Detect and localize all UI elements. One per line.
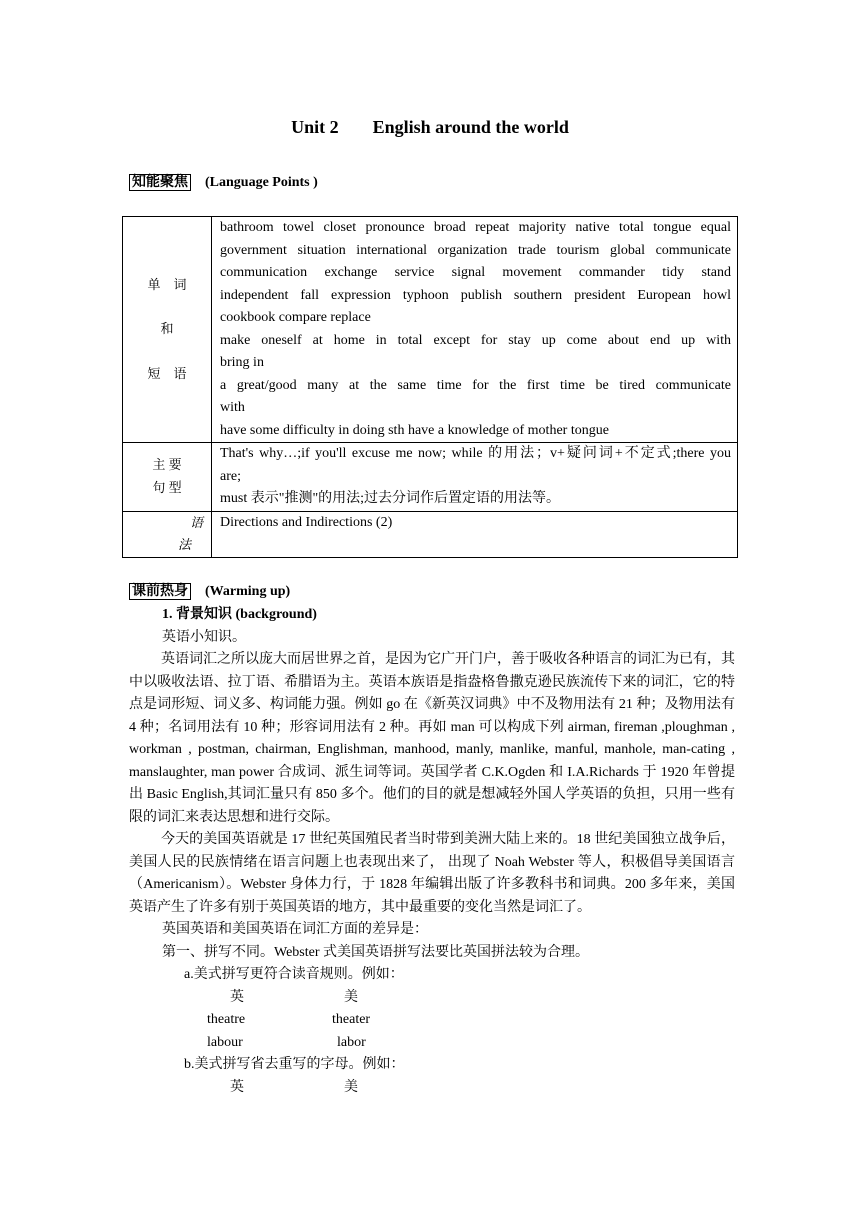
spelling-item-a: a.美式拼写更符合读音规则。例如： (184, 967, 404, 982)
row-label-sentence-patterns (123, 443, 212, 512)
section-label: (Warming up) (205, 584, 291, 599)
row-label-line: 法 (177, 537, 191, 552)
pattern-line: That's why…;if you'll excuse me now; while 的用法；v+疑问词+不定式;there you (220, 446, 731, 461)
word-uk: labour (207, 1035, 243, 1050)
vocab-line: communication exchange service signal movement commander tidy stand (220, 265, 731, 280)
section-header-warming-up (129, 582, 290, 601)
language-points-table (122, 216, 738, 558)
word-us: theater (332, 1012, 371, 1027)
word-uk: theatre (207, 1012, 246, 1027)
row-label-line: 语 (189, 514, 203, 530)
table-row-grammar (123, 511, 738, 557)
section-header-language-points (129, 173, 318, 192)
row-label-grammar (123, 511, 212, 557)
row-label-line: 单 词 (147, 276, 187, 292)
phrase-line: make oneself at home in total except for stay up come about end up with (220, 332, 731, 348)
table-row-sentence-patterns (123, 443, 738, 512)
section-label: (Language Points ) (205, 175, 318, 190)
spelling-item-b: b.美式拼写省去重写的字母。例如： (184, 1057, 405, 1072)
phrase-line: with (220, 400, 245, 415)
row-label-line: 短 语 (147, 365, 187, 381)
background-paragraph-2: 今天的美国英语就是 17 世纪英国殖民者当时带到美洲大陆上来的。18 世纪美国独立战争后，美国人民的民族情绪在语言问题上也表现出来了， 出现了 Noah Webster 等人，积极倡导美国语言（Americanism）。Webster 身体力行，于 1828 年编辑出版了许多教科书和词典。200 多年来，美国英语产生了许多有别于英国英语的地方，其中最重要的变化当然是词汇了。 (129, 832, 735, 915)
table-row-vocabulary (123, 217, 738, 443)
phrase-line: bring in (220, 355, 264, 370)
row-content-sentence-patterns (212, 443, 738, 512)
word-us: labor (337, 1035, 366, 1050)
pattern-line: are; (220, 468, 241, 484)
phrase-line: a great/good many at the same time for the first time be tired communicate (220, 377, 731, 393)
row-label-line: 句 型 (152, 479, 182, 495)
vocab-line: bathroom towel closet pronounce broad repeat majority native total tongue equal (220, 220, 731, 235)
background-paragraph-1: 英语词汇之所以庞大而居世界之首，是因为它广开门户，善于吸收各种语言的词汇为已有，其中以吸收法语、拉丁语、希腊语为主。英语本族语是指盎格鲁撒克逊民族流传下来的词汇，它的特点是词形短、词义多、构词能力强。例如 go 在《新英汉词典》中不及物用法有 21 种；及物用法有 4 种；名词用法有 10 种；形容词用法有 2 种。再如 man 可以构成下列 airman, fireman ,ploughman , workman , postman, chairman, Englishman, manhood, manly, manlike, manful, manhole, man-cating , manslaughter, man power 合成词、派生词等词。英国学者 C.K.Ogden 和 I.A.Richards 于 1920 年曾提出 Basic English,其词汇量只有 850 多个。他们的目的就是想减轻外国人学英语的负担，只用一些有限的词汇来表达思想和进行交际。 (129, 652, 735, 825)
column-header-us: 美 (344, 990, 358, 1005)
row-content-grammar (212, 511, 738, 557)
row-content-vocabulary (212, 217, 738, 443)
page-title (0, 117, 860, 138)
section-box-label: 课前热身 (129, 583, 191, 600)
background-paragraph-4: 第一、拼写不同。Webster 式美国英语拼写法要比英国拼法较为合理。 (162, 945, 590, 960)
row-label-line: 主 要 (152, 457, 182, 473)
grammar-line: Directions and Indirections (2) (220, 514, 393, 530)
section-box-label: 知能聚焦 (129, 174, 191, 191)
unit-number: Unit 2 (291, 117, 339, 137)
column-header-uk: 英 (230, 990, 244, 1005)
background-paragraph-3: 英国英语和美国英语在词汇方面的差异是： (162, 922, 428, 937)
background-intro: 英语小知识。 (162, 630, 246, 645)
row-label-vocabulary (123, 217, 212, 443)
vocab-line: government situation international organization trade tourism global communicate (220, 242, 731, 258)
vocab-line: cookbook compare replace (220, 310, 371, 325)
phrase-line: have some difficulty in doing sth have a knowledge of mother tongue (220, 422, 609, 438)
column-header-uk: 英 (230, 1080, 244, 1095)
vocab-line: independent fall expression typhoon publish southern president European howl (220, 287, 731, 303)
row-label-line: 和 (160, 321, 174, 337)
background-heading: 1. 背景知识 (background) (162, 607, 317, 622)
column-header-us: 美 (344, 1080, 358, 1095)
unit-topic: English around the world (372, 117, 569, 137)
pattern-line: must 表示"推测"的用法;过去分词作后置定语的用法等。 (220, 491, 561, 506)
